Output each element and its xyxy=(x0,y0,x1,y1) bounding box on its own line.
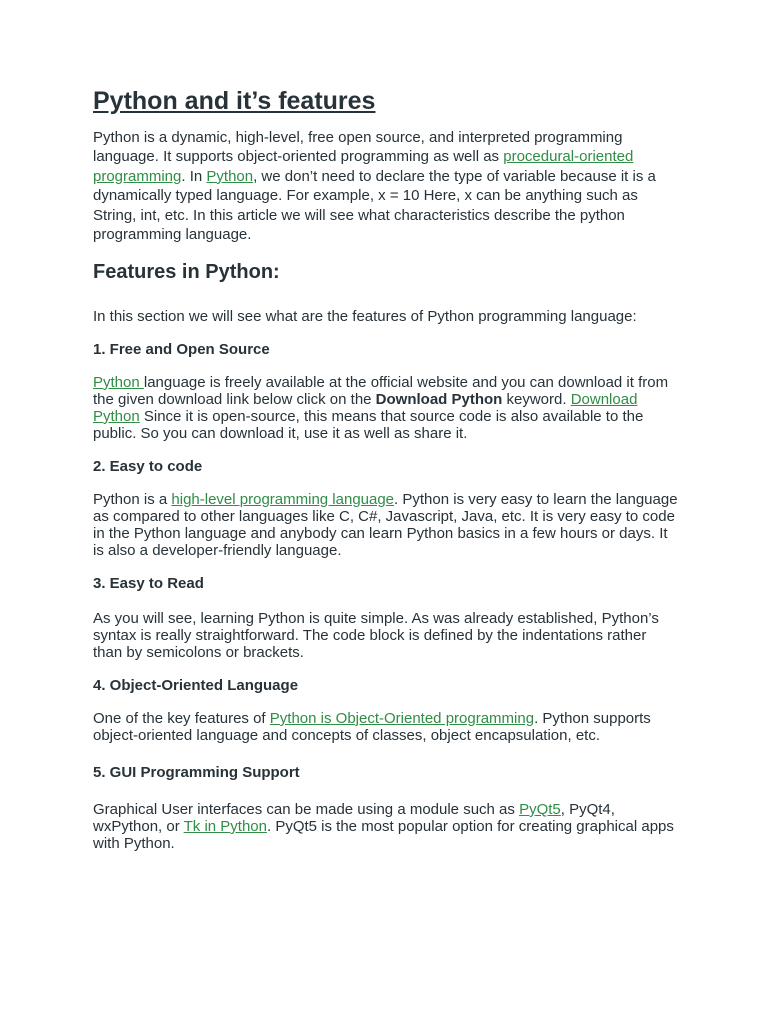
feature-2-text-1: Python is a xyxy=(93,490,172,508)
section-intro: In this section we will see what are the features of Python programming language: xyxy=(93,308,637,326)
download-python-bold: Download Python xyxy=(375,390,503,408)
feature-1-text-2: keyword. xyxy=(502,390,571,408)
feature-paragraph-3 xyxy=(93,610,678,661)
article xyxy=(93,84,678,852)
feature-5-text-2: , PyQt4, wxPython, or xyxy=(93,800,615,835)
feature-4-text-1: One of the key features of xyxy=(93,709,270,727)
page-title: Python and it’s features xyxy=(93,87,376,115)
feature-heading-1: 1. Free and Open Source xyxy=(93,340,270,358)
feature-5-text-1: Graphical User interfaces can be made using a module such as xyxy=(93,800,520,818)
object-oriented-link[interactable]: Python is Object-Oriented programming xyxy=(269,709,535,727)
intro-paragraph xyxy=(93,128,678,244)
procedural-oriented-link[interactable]: procedural-oriented programming xyxy=(93,148,634,185)
intro-text-2: . In xyxy=(181,167,207,185)
feature-4-text-2: . Python supports object-oriented language and concepts of classes, object encapsulation, etc. xyxy=(93,709,651,744)
feature-paragraph-1 xyxy=(93,374,678,442)
intro-text-1: Python is a dynamic, high-level, free open source, and interpreted programming language. It supports object-oriented programming as well as xyxy=(93,129,623,166)
feature-paragraph-2 xyxy=(93,491,678,559)
feature-paragraph-4 xyxy=(93,710,678,744)
feature-1-text-3: Since it is open-source, this means that source code is also available to the public. So you can download it, use it as well as share it. xyxy=(93,407,644,442)
feature-2-text-2: . Python is very easy to learn the language as compared to other languages like C, C#, Javascript, Java, etc. It is very easy to code in the Python language and anybody can learn Python basics in a few hours or days. It is also a developer-friendly language. xyxy=(93,490,678,559)
download-python-link[interactable]: Download Python xyxy=(93,390,638,425)
section-heading: Features in Python: xyxy=(93,261,280,284)
feature-1-text-1: language is freely available at the official website and you can download it from the given download link below click on the xyxy=(93,373,669,408)
feature-heading-2: 2. Easy to code xyxy=(93,457,203,475)
python-link-2[interactable]: Python xyxy=(93,373,144,391)
feature-heading-3: 3. Easy to Read xyxy=(93,574,204,592)
high-level-language-link[interactable]: high-level programming language xyxy=(171,490,395,508)
feature-paragraph-5 xyxy=(93,801,678,852)
feature-5-text-3: . PyQt5 is the most popular option for creating graphical apps with Python. xyxy=(93,817,674,852)
feature-3-text-1: As you will see, learning Python is quite simple. As was already established, Python’s syntax is really straightforward. The code block is defined by the indentations rather than by semicolons or brackets. xyxy=(93,609,659,661)
python-link[interactable]: Python xyxy=(206,167,254,185)
feature-heading-5: 5. GUI Programming Support xyxy=(93,763,300,781)
feature-heading-4: 4. Object-Oriented Language xyxy=(93,676,299,694)
pyqt5-link[interactable]: PyQt5 xyxy=(519,800,561,818)
tk-in-python-link[interactable]: Tk in Python xyxy=(183,817,267,835)
intro-text-3: , we don’t need to declare the type of variable because it is a dynamically typed language. For example, x = 10 Here, x can be anything such as String, int, etc. In this article we will see what characteristics describe the python programming language. xyxy=(93,167,656,244)
